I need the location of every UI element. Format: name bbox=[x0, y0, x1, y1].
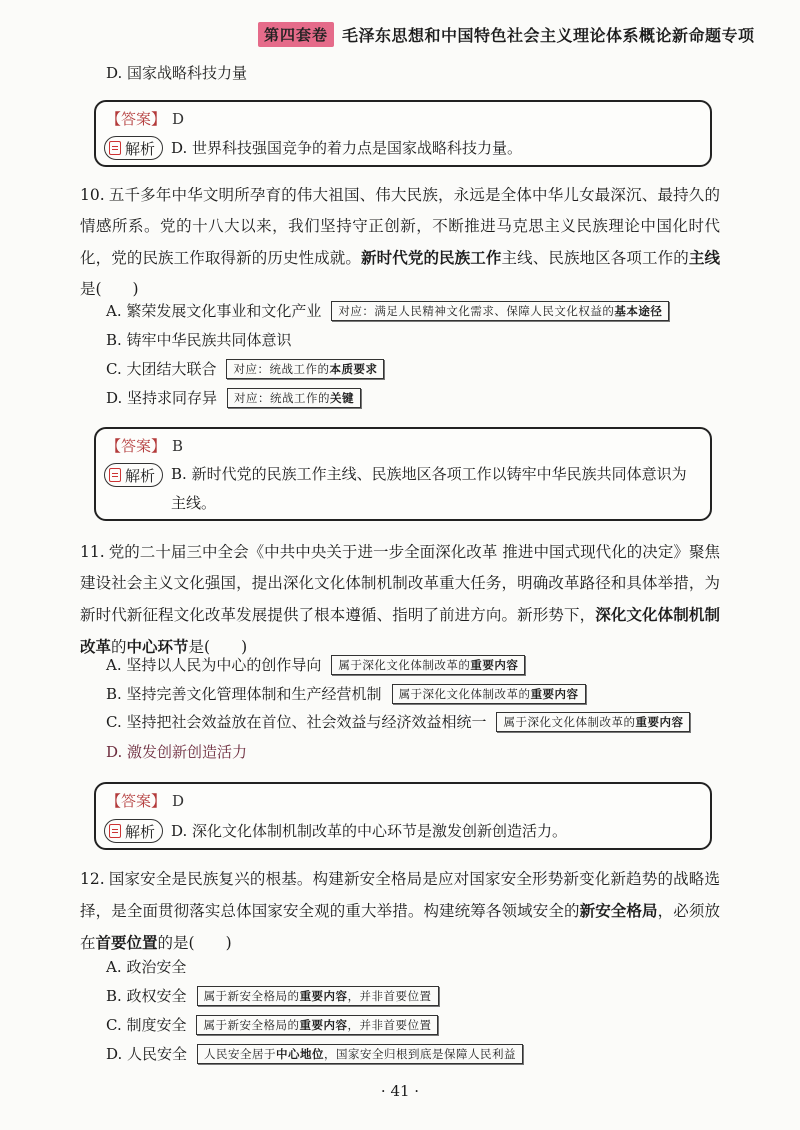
q9-option-d: D. 国家战略科技力量 bbox=[106, 64, 248, 82]
q10-option-c: C. 大团结大联合 对应：统战工作的本质要求 bbox=[106, 358, 384, 379]
q11-option-c: C. 坚持把社会效益放在首位、社会效益与经济效益相统一 属于深化文化体制改革的重要内容 bbox=[106, 711, 690, 732]
analysis-badge: 解析 bbox=[104, 463, 163, 487]
q11-answer-box bbox=[94, 782, 712, 850]
q9-answer-box bbox=[94, 100, 712, 167]
analysis-badge: 解析 bbox=[104, 136, 163, 160]
document-icon bbox=[109, 141, 121, 155]
analysis: 解析 D. 深化文化体制机制改革的中心环节是激发创新创造活力。 bbox=[104, 819, 567, 843]
q11-stem: 11. 党的二十届三中全会《中共中央关于进一步全面深化改革 推进中国式现代化的决定》聚焦建设社会主义文化强国，提出深化文化体制机制改革重大任务，明确改革路径和具体举措，为新时代新征程文化改革发展提供了根本遵循、指明了前进方向。新形势下，深化文化体制机制改革的中心环节是( ) bbox=[80, 543, 720, 656]
note: 对应：满足人民精神文化需求、保障人民文化权益的基本途径 bbox=[331, 301, 669, 321]
q12-option-c: C. 制度安全 属于新安全格局的重要内容，并非首要位置 bbox=[106, 1014, 438, 1035]
q12-option-d: D. 人民安全 人民安全居于中心地位，国家安全归根到底是保障人民利益 bbox=[106, 1043, 523, 1064]
q11-option-b: B. 坚持完善文化管理体制和生产经营机制 属于深化文化体制改革的重要内容 bbox=[106, 683, 586, 704]
note: 属于新安全格局的重要内容，并非首要位置 bbox=[197, 986, 439, 1006]
page-number: · 41 · bbox=[380, 1082, 420, 1100]
analysis-badge: 解析 bbox=[104, 819, 163, 843]
note: 对应：统战工作的关键 bbox=[227, 388, 361, 408]
q10-option-d: D. 坚持求同存异 对应：统战工作的关键 bbox=[106, 387, 361, 408]
q10-option-a: A. 繁荣发展文化事业和文化产业 对应：满足人民精神文化需求、保障人民文化权益的基本途径 bbox=[106, 300, 669, 321]
q10-option-b: B. 铸牢中华民族共同体意识 bbox=[106, 331, 292, 349]
q10-stem: 10. 五千多年中华文明所孕育的伟大祖国、伟大民族，永远是全体中华儿女最深沉、最持久的情感所系。党的十八大以来，我们坚持守正创新，不断推进马克思主义民族理论中国化时代化，党的民族工作取得新的历史性成就。新时代党的民族工作主线、民族地区各项工作的主线是( ) bbox=[80, 186, 720, 298]
note: 人民安全居于中心地位，国家安全归根到底是保障人民利益 bbox=[197, 1044, 523, 1064]
note: 属于深化文化体制改革的重要内容 bbox=[392, 684, 586, 704]
analysis: 解析 B. 新时代党的民族工作主线、民族地区各项工作以铸牢中华民族共同体意识为主线。 bbox=[104, 463, 696, 518]
header-title: 毛泽东思想和中国特色社会主义理论体系概论新命题专项 bbox=[342, 25, 755, 45]
q12-option-b: B. 政权安全 属于新安全格局的重要内容，并非首要位置 bbox=[106, 985, 439, 1006]
running-header bbox=[258, 22, 760, 46]
document-icon bbox=[109, 468, 121, 482]
document-icon bbox=[109, 824, 121, 838]
note: 对应：统战工作的本质要求 bbox=[226, 359, 384, 379]
q12-option-a: A. 政治安全 bbox=[106, 958, 187, 976]
q11-option-d: D. 激发创新创造活力 bbox=[106, 743, 248, 761]
q12-stem: 12. 国家安全是民族复兴的根基。构建新安全格局是应对国家安全形势新变化新趋势的战略选择，是全面贯彻落实总体国家安全观的重大举措。构建统筹各领域安全的新安全格局，必须放在首要位置的是( ) bbox=[80, 870, 720, 952]
analysis: 解析 D. 世界科技强国竞争的着力点是国家战略科技力量。 bbox=[104, 136, 522, 160]
set-tag: 第四套卷 bbox=[258, 22, 334, 47]
answer-label: 【答案】 B bbox=[106, 437, 184, 455]
note: 属于深化文化体制改革的重要内容 bbox=[331, 655, 525, 675]
answer-label: 【答案】 D bbox=[106, 792, 185, 810]
q11-option-a: A. 坚持以人民为中心的创作导向 属于深化文化体制改革的重要内容 bbox=[106, 654, 525, 675]
note: 属于新安全格局的重要内容，并非首要位置 bbox=[196, 1015, 438, 1035]
q10-answer-box bbox=[94, 427, 712, 521]
note: 属于深化文化体制改革的重要内容 bbox=[496, 712, 690, 732]
answer-label: 【答案】 D bbox=[106, 110, 185, 128]
